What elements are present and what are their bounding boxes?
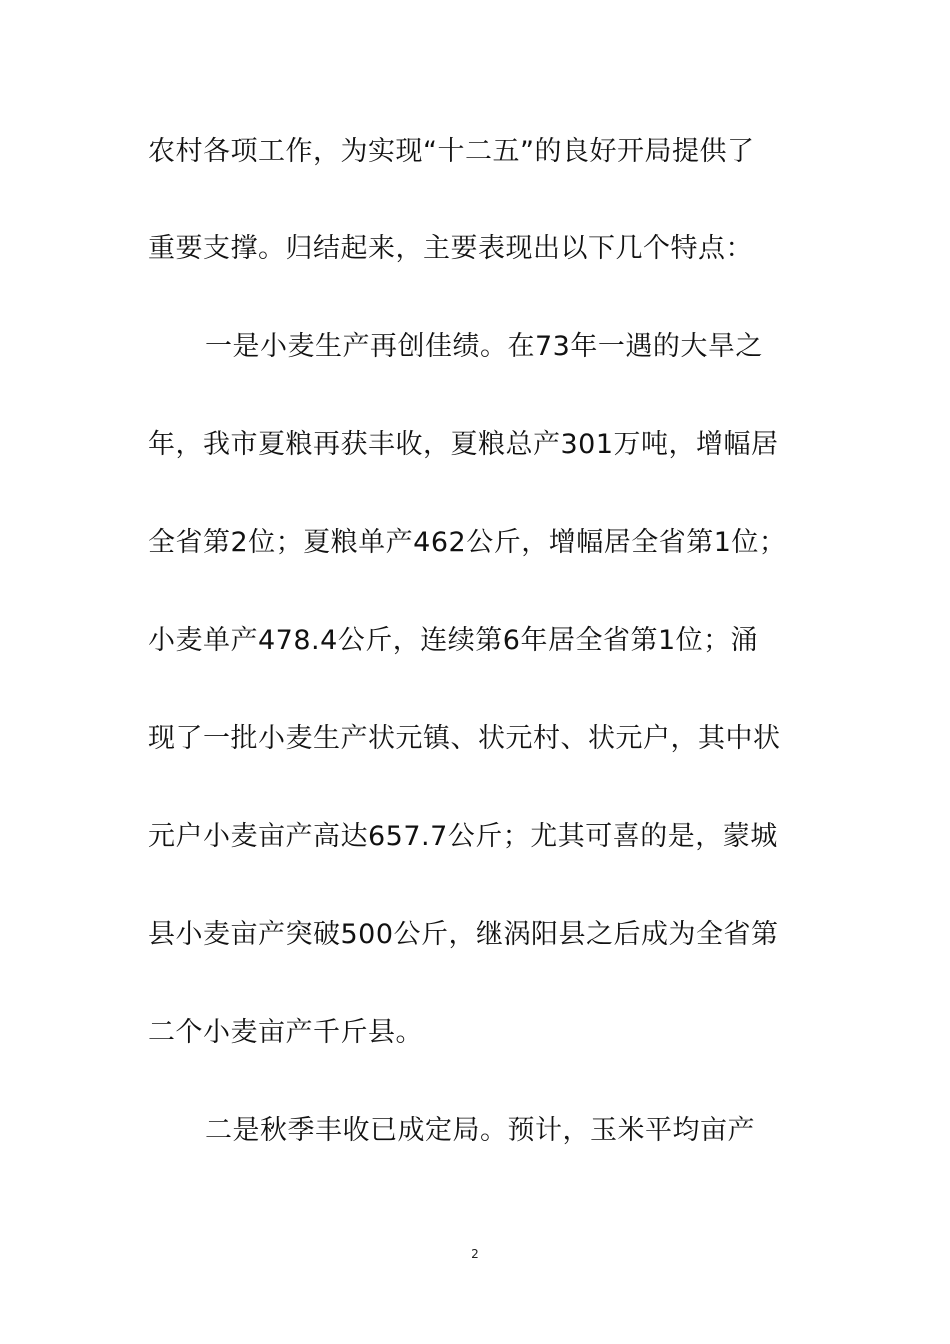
text-line: 二个小麦亩产千斤县。 [148,1017,423,1048]
text-line: 小麦单产478.4公斤，连续第6年居全省第1位；涌 [148,625,759,656]
text-line: 元户小麦亩产高达657.7公斤；尤其可喜的是，蒙城 [148,821,778,852]
text-line: 全省第2位；夏粮单产462公斤，增幅居全省第1位； [148,527,787,558]
paragraph-start-line: 一是小麦生产再创佳绩。在73年一遇的大旱之 [205,331,763,362]
text-line: 农村各项工作，为实现“十二五”的良好开局提供了 [148,136,755,167]
text-line: 县小麦亩产突破500公斤，继涡阳县之后成为全省第 [148,919,779,950]
text-line: 现了一批小麦生产状元镇、状元村、状元户，其中状 [148,723,781,754]
paragraph-start-line: 二是秋季丰收已成定局。预计，玉米平均亩产 [205,1115,755,1146]
text-line: 年，我市夏粮再获丰收，夏粮总产301万吨，增幅居 [148,429,779,460]
page-number: 2 [471,1247,479,1261]
text-line: 重要支撑。归结起来，主要表现出以下几个特点： [148,233,753,264]
